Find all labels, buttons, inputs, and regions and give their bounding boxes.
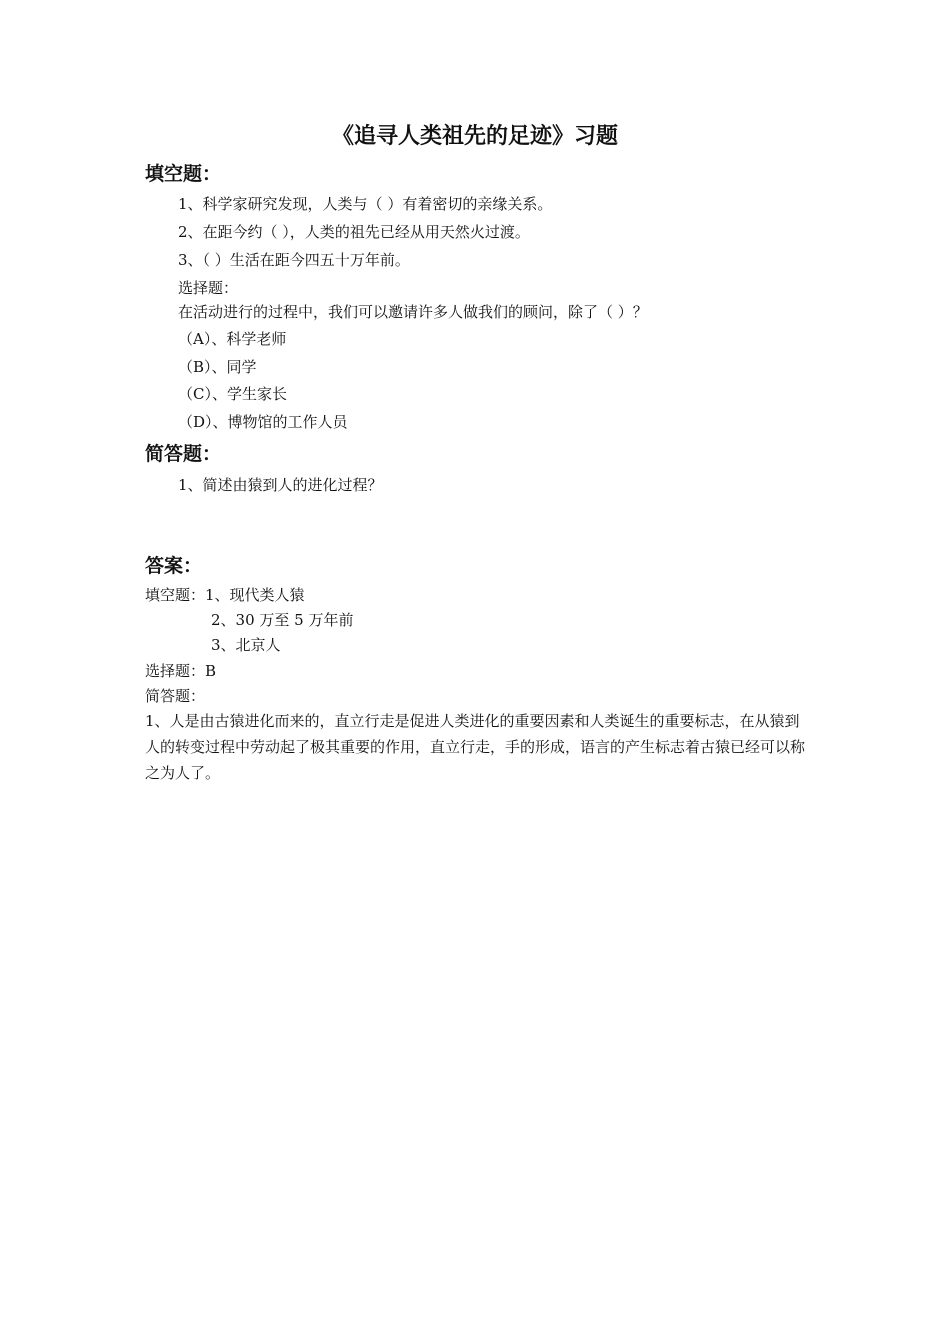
fill-blank-question-1: 1、科学家研究发现，人类与（ ）有着密切的亲缘关系。 xyxy=(178,195,553,213)
short-answer-question-1: 1、简述由猿到人的进化过程？ xyxy=(178,476,383,494)
answer-fill-blank-3: 3、北京人 xyxy=(211,636,281,654)
choice-option-c: （C）、学生家长 xyxy=(178,385,287,403)
choice-option-b: （B）、同学 xyxy=(178,358,257,376)
choice-question: 在活动进行的过程中，我们可以邀请许多人做我们的顾问，除了（ ）？ xyxy=(178,303,648,321)
answer-fill-blank-1: 填空题：1、现代类人猿 xyxy=(145,586,305,604)
answer-choice: 选择题：B xyxy=(145,662,217,680)
answers-heading: 答案： xyxy=(145,555,203,577)
choice-heading: 选择题： xyxy=(178,279,239,297)
answer-fill-blank-2: 2、30 万至 5 万年前 xyxy=(211,611,354,629)
short-answer-heading: 简答题： xyxy=(145,443,222,465)
choice-option-a: （A）、科学老师 xyxy=(178,330,287,348)
answer-short-label: 简答题： xyxy=(145,687,206,705)
answer-short-text: 1、人是由古猿进化而来的，直立行走是促进人类进化的重要因素和人类诞生的重要标志，在从猿到人的转变过程中劳动起了极其重要的作用，直立行走，手的形成，语言的产生标志着古猿已经可以称之为人了。 xyxy=(145,712,806,782)
fill-blank-heading: 填空题： xyxy=(145,163,222,185)
choice-option-d: （D）、博物馆的工作人员 xyxy=(178,413,348,431)
fill-blank-question-2: 2、在距今约（ ），人类的祖先已经从用天然火过渡。 xyxy=(178,223,530,241)
fill-blank-question-3: 3、（ ）生活在距今四五十万年前。 xyxy=(178,251,410,269)
document-title: 《追寻人类祖先的足迹》习题 xyxy=(331,124,618,149)
